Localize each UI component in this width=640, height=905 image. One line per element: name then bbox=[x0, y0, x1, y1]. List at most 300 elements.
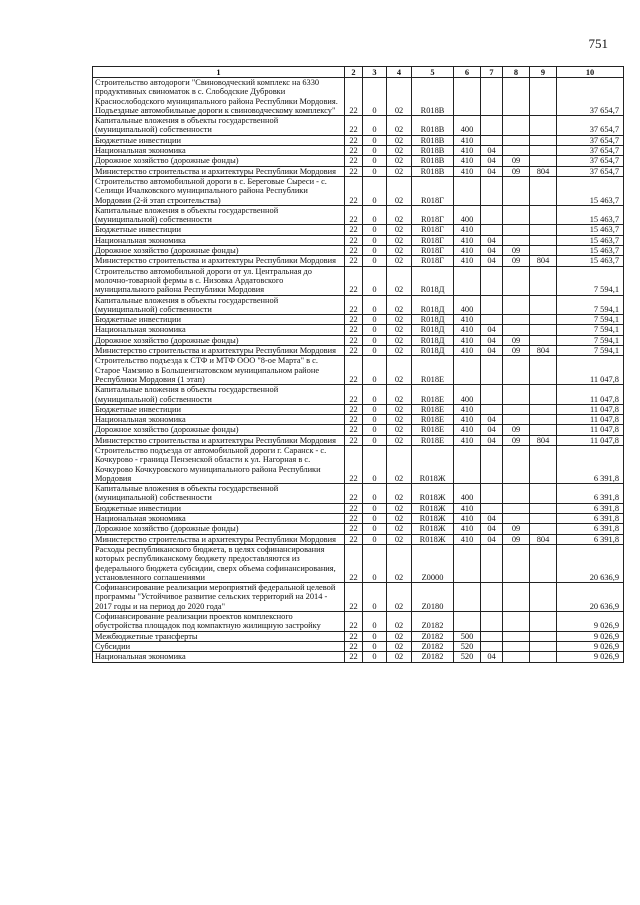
table-row bbox=[93, 583, 624, 612]
section-cell: 04 bbox=[481, 335, 503, 345]
section-cell: 04 bbox=[481, 652, 503, 662]
amount-cell: 15 463,7 bbox=[557, 246, 624, 256]
code-3-cell: 02 bbox=[387, 205, 412, 225]
table-body bbox=[93, 78, 624, 663]
code-1-cell: 22 bbox=[345, 205, 363, 225]
section-cell bbox=[481, 503, 503, 513]
expense-name-cell: Строительство автомобильной дороги от ул. Центральная до молочно-товарной фермы в с. Низовка Ардатовского муниципального района Республики Мордовия bbox=[93, 266, 345, 295]
code-3-cell: 02 bbox=[387, 116, 412, 136]
column-header: 2 bbox=[345, 67, 363, 78]
code-1-cell: 22 bbox=[345, 356, 363, 385]
expense-name-cell: Бюджетные инвестиции bbox=[93, 404, 345, 414]
table-row bbox=[93, 146, 624, 156]
code-1-cell: 22 bbox=[345, 435, 363, 445]
target-item-cell: Z0182 bbox=[412, 631, 454, 641]
subsection-cell bbox=[503, 225, 530, 235]
section-cell: 04 bbox=[481, 346, 503, 356]
code-3-cell: 02 bbox=[387, 256, 412, 266]
amount-cell: 15 463,7 bbox=[557, 256, 624, 266]
amount-cell: 37 654,7 bbox=[557, 166, 624, 176]
table-row bbox=[93, 335, 624, 345]
subsection-cell: 09 bbox=[503, 534, 530, 544]
expense-type-cell: 410 bbox=[454, 524, 481, 534]
code-2-cell: 0 bbox=[363, 514, 387, 524]
expense-name-cell: Национальная экономика bbox=[93, 652, 345, 662]
table-row bbox=[93, 641, 624, 651]
target-item-cell: R018Д bbox=[412, 295, 454, 315]
expense-type-cell: 410 bbox=[454, 225, 481, 235]
section-cell bbox=[481, 356, 503, 385]
section-cell bbox=[481, 295, 503, 315]
target-item-cell: R018Г bbox=[412, 176, 454, 205]
code-2-cell: 0 bbox=[363, 156, 387, 166]
ministry-code-cell bbox=[530, 641, 557, 651]
code-2-cell: 0 bbox=[363, 325, 387, 335]
table-row bbox=[93, 205, 624, 225]
code-1-cell: 22 bbox=[345, 652, 363, 662]
section-cell bbox=[481, 631, 503, 641]
section-cell bbox=[481, 225, 503, 235]
code-3-cell: 02 bbox=[387, 356, 412, 385]
subsection-cell bbox=[503, 385, 530, 405]
code-2-cell: 0 bbox=[363, 266, 387, 295]
code-2-cell: 0 bbox=[363, 404, 387, 414]
section-cell: 04 bbox=[481, 166, 503, 176]
subsection-cell bbox=[503, 295, 530, 315]
expense-name-cell: Дорожное хозяйство (дорожные фонды) bbox=[93, 156, 345, 166]
table-row bbox=[93, 325, 624, 335]
code-3-cell: 02 bbox=[387, 315, 412, 325]
code-3-cell: 02 bbox=[387, 156, 412, 166]
expense-type-cell: 410 bbox=[454, 235, 481, 245]
target-item-cell: R018Ж bbox=[412, 524, 454, 534]
table-row bbox=[93, 356, 624, 385]
expense-type-cell: 400 bbox=[454, 295, 481, 315]
section-cell: 04 bbox=[481, 524, 503, 534]
code-1-cell: 22 bbox=[345, 225, 363, 235]
target-item-cell: R018Е bbox=[412, 415, 454, 425]
expense-name-cell: Бюджетные инвестиции bbox=[93, 315, 345, 325]
target-item-cell: R018Ж bbox=[412, 534, 454, 544]
code-3-cell: 02 bbox=[387, 325, 412, 335]
section-cell: 04 bbox=[481, 514, 503, 524]
expense-type-cell bbox=[454, 176, 481, 205]
expense-name-cell: Строительство автомобильной дороги в с. Береговые Сыреси - с. Селищи Ичалковского муниципального района Республики Мордовия (2-й этап строительства) bbox=[93, 176, 345, 205]
ministry-code-cell bbox=[530, 225, 557, 235]
amount-cell: 37 654,7 bbox=[557, 156, 624, 166]
ministry-code-cell bbox=[530, 116, 557, 136]
section-cell bbox=[481, 641, 503, 651]
amount-cell: 7 594,1 bbox=[557, 266, 624, 295]
target-item-cell: R018Е bbox=[412, 385, 454, 405]
code-1-cell: 22 bbox=[345, 484, 363, 504]
code-3-cell: 02 bbox=[387, 503, 412, 513]
expense-name-cell: Строительство подъезда от автомобильной дороги г. Саранск - с. Кочкурово - граница Пензенской области к ул. Нагорная в с. Кочкурово Кочкуровского муниципального района Республики Мордовия bbox=[93, 445, 345, 483]
code-2-cell: 0 bbox=[363, 166, 387, 176]
ministry-code-cell bbox=[530, 235, 557, 245]
section-cell bbox=[481, 116, 503, 136]
subsection-cell bbox=[503, 146, 530, 156]
subsection-cell bbox=[503, 544, 530, 582]
target-item-cell: R018Д bbox=[412, 325, 454, 335]
subsection-cell bbox=[503, 325, 530, 335]
expense-name-cell: Строительство подъезда к СТФ и МТФ ООО "8-ое Марта" в с. Старое Чамзино в Большеигнатовском муниципальном районе Республики Мордовия (1 этап) bbox=[93, 356, 345, 385]
table-row bbox=[93, 225, 624, 235]
ministry-code-cell bbox=[530, 404, 557, 414]
code-3-cell: 02 bbox=[387, 346, 412, 356]
subsection-cell bbox=[503, 404, 530, 414]
expense-type-cell: 400 bbox=[454, 385, 481, 405]
ministry-code-cell bbox=[530, 652, 557, 662]
table-row bbox=[93, 315, 624, 325]
expense-name-cell: Дорожное хозяйство (дорожные фонды) bbox=[93, 335, 345, 345]
code-3-cell: 02 bbox=[387, 415, 412, 425]
expense-name-cell: Министерство строительства и архитектуры Республики Мордовия bbox=[93, 256, 345, 266]
target-item-cell: R018Г bbox=[412, 205, 454, 225]
expense-type-cell bbox=[454, 356, 481, 385]
code-1-cell: 22 bbox=[345, 631, 363, 641]
amount-cell: 11 047,8 bbox=[557, 415, 624, 425]
table-row bbox=[93, 514, 624, 524]
expense-type-cell: 410 bbox=[454, 315, 481, 325]
amount-cell: 9 026,9 bbox=[557, 652, 624, 662]
expense-name-cell: Строительство автодороги "Свиноводческий комплекс на 6330 продуктивных свиноматок в с. Слободские Дубровки Краснослободского муниципального района Республики Мордовия. Подъездные автомобильные дороги к свиноводческому комплексу" bbox=[93, 78, 345, 116]
target-item-cell: R018Г bbox=[412, 256, 454, 266]
ministry-code-cell bbox=[530, 335, 557, 345]
code-2-cell: 0 bbox=[363, 205, 387, 225]
table-row bbox=[93, 445, 624, 483]
code-2-cell: 0 bbox=[363, 356, 387, 385]
expense-name-cell: Национальная экономика bbox=[93, 514, 345, 524]
code-2-cell: 0 bbox=[363, 116, 387, 136]
code-1-cell: 22 bbox=[345, 295, 363, 315]
section-cell bbox=[481, 445, 503, 483]
ministry-code-cell bbox=[530, 156, 557, 166]
expense-type-cell: 400 bbox=[454, 116, 481, 136]
code-3-cell: 02 bbox=[387, 335, 412, 345]
ministry-code-cell bbox=[530, 246, 557, 256]
subsection-cell: 09 bbox=[503, 246, 530, 256]
expense-type-cell: 410 bbox=[454, 135, 481, 145]
ministry-code-cell bbox=[530, 78, 557, 116]
code-2-cell: 0 bbox=[363, 631, 387, 641]
code-3-cell: 02 bbox=[387, 166, 412, 176]
expense-name-cell: Дорожное хозяйство (дорожные фонды) bbox=[93, 246, 345, 256]
code-2-cell: 0 bbox=[363, 612, 387, 632]
expense-name-cell: Межбюджетные трансферты bbox=[93, 631, 345, 641]
amount-cell: 7 594,1 bbox=[557, 295, 624, 315]
table-row bbox=[93, 415, 624, 425]
code-3-cell: 02 bbox=[387, 135, 412, 145]
expense-name-cell: Расходы республиканского бюджета, в целях софинансирования которых республиканскому бюджету предоставляются из федерального бюджета субсидии, сверх объема софинансирования, установленного соглашениями bbox=[93, 544, 345, 582]
expense-name-cell: Бюджетные инвестиции bbox=[93, 135, 345, 145]
code-1-cell: 22 bbox=[345, 176, 363, 205]
ministry-code-cell bbox=[530, 503, 557, 513]
code-2-cell: 0 bbox=[363, 534, 387, 544]
target-item-cell: R018Ж bbox=[412, 514, 454, 524]
expense-type-cell: 410 bbox=[454, 346, 481, 356]
column-header: 3 bbox=[363, 67, 387, 78]
column-header: 8 bbox=[503, 67, 530, 78]
ministry-code-cell bbox=[530, 425, 557, 435]
table-row bbox=[93, 135, 624, 145]
code-2-cell: 0 bbox=[363, 295, 387, 315]
table-row bbox=[93, 78, 624, 116]
table-row bbox=[93, 425, 624, 435]
code-3-cell: 02 bbox=[387, 385, 412, 405]
ministry-code-cell bbox=[530, 514, 557, 524]
expense-type-cell: 410 bbox=[454, 435, 481, 445]
expense-type-cell: 410 bbox=[454, 256, 481, 266]
ministry-code-cell bbox=[530, 135, 557, 145]
target-item-cell: Z0182 bbox=[412, 612, 454, 632]
code-3-cell: 02 bbox=[387, 641, 412, 651]
code-3-cell: 02 bbox=[387, 631, 412, 641]
amount-cell: 15 463,7 bbox=[557, 176, 624, 205]
section-cell: 04 bbox=[481, 425, 503, 435]
section-cell: 04 bbox=[481, 534, 503, 544]
code-1-cell: 22 bbox=[345, 315, 363, 325]
target-item-cell: Z0000 bbox=[412, 544, 454, 582]
target-item-cell: R018Г bbox=[412, 246, 454, 256]
code-2-cell: 0 bbox=[363, 256, 387, 266]
column-header: 5 bbox=[412, 67, 454, 78]
code-1-cell: 22 bbox=[345, 425, 363, 435]
target-item-cell: R018В bbox=[412, 116, 454, 136]
section-cell bbox=[481, 484, 503, 504]
subsection-cell: 09 bbox=[503, 256, 530, 266]
code-1-cell: 22 bbox=[345, 235, 363, 245]
ministry-code-cell bbox=[530, 385, 557, 405]
expense-name-cell: Софинансирование реализации мероприятий федеральной целевой программы "Устойчивое развитие сельских территорий на 2014 - 2017 годы и на период до 2020 года" bbox=[93, 583, 345, 612]
column-header: 1 bbox=[93, 67, 345, 78]
expense-type-cell: 500 bbox=[454, 631, 481, 641]
header-row bbox=[93, 67, 624, 78]
code-1-cell: 22 bbox=[345, 335, 363, 345]
expense-type-cell: 400 bbox=[454, 484, 481, 504]
subsection-cell bbox=[503, 205, 530, 225]
subsection-cell bbox=[503, 631, 530, 641]
amount-cell: 15 463,7 bbox=[557, 235, 624, 245]
ministry-code-cell bbox=[530, 205, 557, 225]
code-3-cell: 02 bbox=[387, 524, 412, 534]
code-1-cell: 22 bbox=[345, 583, 363, 612]
ministry-code-cell bbox=[530, 176, 557, 205]
column-header: 6 bbox=[454, 67, 481, 78]
ministry-code-cell: 804 bbox=[530, 435, 557, 445]
table-row bbox=[93, 385, 624, 405]
section-cell bbox=[481, 544, 503, 582]
ministry-code-cell bbox=[530, 544, 557, 582]
subsection-cell bbox=[503, 514, 530, 524]
target-item-cell: R018В bbox=[412, 135, 454, 145]
amount-cell: 7 594,1 bbox=[557, 335, 624, 345]
section-cell: 04 bbox=[481, 156, 503, 166]
code-2-cell: 0 bbox=[363, 146, 387, 156]
ministry-code-cell bbox=[530, 445, 557, 483]
subsection-cell bbox=[503, 445, 530, 483]
table-row bbox=[93, 524, 624, 534]
code-1-cell: 22 bbox=[345, 266, 363, 295]
code-3-cell: 02 bbox=[387, 583, 412, 612]
ministry-code-cell bbox=[530, 146, 557, 156]
code-1-cell: 22 bbox=[345, 612, 363, 632]
subsection-cell bbox=[503, 641, 530, 651]
code-2-cell: 0 bbox=[363, 235, 387, 245]
code-3-cell: 02 bbox=[387, 235, 412, 245]
expense-type-cell bbox=[454, 266, 481, 295]
code-1-cell: 22 bbox=[345, 524, 363, 534]
amount-cell: 6 391,8 bbox=[557, 503, 624, 513]
section-cell: 04 bbox=[481, 146, 503, 156]
code-3-cell: 02 bbox=[387, 534, 412, 544]
target-item-cell: R018В bbox=[412, 78, 454, 116]
target-item-cell: R018Г bbox=[412, 225, 454, 235]
code-1-cell: 22 bbox=[345, 156, 363, 166]
target-item-cell: Z0182 bbox=[412, 641, 454, 651]
code-3-cell: 02 bbox=[387, 246, 412, 256]
table-row bbox=[93, 652, 624, 662]
amount-cell: 11 047,8 bbox=[557, 385, 624, 405]
target-item-cell: R018Е bbox=[412, 356, 454, 385]
code-2-cell: 0 bbox=[363, 503, 387, 513]
ministry-code-cell bbox=[530, 415, 557, 425]
subsection-cell bbox=[503, 235, 530, 245]
amount-cell: 7 594,1 bbox=[557, 325, 624, 335]
amount-cell: 20 636,9 bbox=[557, 544, 624, 582]
expense-name-cell: Министерство строительства и архитектуры Республики Мордовия bbox=[93, 534, 345, 544]
target-item-cell: R018Д bbox=[412, 346, 454, 356]
code-2-cell: 0 bbox=[363, 335, 387, 345]
amount-cell: 37 654,7 bbox=[557, 116, 624, 136]
expense-type-cell: 410 bbox=[454, 146, 481, 156]
table-row bbox=[93, 295, 624, 315]
subsection-cell bbox=[503, 652, 530, 662]
code-3-cell: 02 bbox=[387, 544, 412, 582]
amount-cell: 6 391,8 bbox=[557, 484, 624, 504]
code-2-cell: 0 bbox=[363, 544, 387, 582]
subsection-cell bbox=[503, 315, 530, 325]
subsection-cell: 09 bbox=[503, 425, 530, 435]
page-number: 751 bbox=[588, 36, 608, 51]
ministry-code-cell bbox=[530, 631, 557, 641]
expense-name-cell: Бюджетные инвестиции bbox=[93, 225, 345, 235]
ministry-code-cell: 804 bbox=[530, 256, 557, 266]
code-2-cell: 0 bbox=[363, 135, 387, 145]
column-header: 4 bbox=[387, 67, 412, 78]
amount-cell: 15 463,7 bbox=[557, 205, 624, 225]
subsection-cell: 09 bbox=[503, 524, 530, 534]
code-1-cell: 22 bbox=[345, 445, 363, 483]
expense-type-cell: 410 bbox=[454, 514, 481, 524]
section-cell bbox=[481, 315, 503, 325]
expense-type-cell: 410 bbox=[454, 335, 481, 345]
expense-name-cell: Капитальные вложения в объекты государственной (муниципальной) собственности bbox=[93, 385, 345, 405]
expense-type-cell: 410 bbox=[454, 404, 481, 414]
expense-name-cell: Субсидии bbox=[93, 641, 345, 651]
table-row bbox=[93, 176, 624, 205]
code-2-cell: 0 bbox=[363, 435, 387, 445]
table-row bbox=[93, 346, 624, 356]
table-row bbox=[93, 435, 624, 445]
expense-type-cell bbox=[454, 78, 481, 116]
subsection-cell: 09 bbox=[503, 166, 530, 176]
table-row bbox=[93, 166, 624, 176]
code-1-cell: 22 bbox=[345, 166, 363, 176]
ministry-code-cell bbox=[530, 315, 557, 325]
target-item-cell: R018Е bbox=[412, 404, 454, 414]
table-row bbox=[93, 503, 624, 513]
subsection-cell bbox=[503, 612, 530, 632]
amount-cell: 37 654,7 bbox=[557, 146, 624, 156]
ministry-code-cell bbox=[530, 325, 557, 335]
code-1-cell: 22 bbox=[345, 534, 363, 544]
expense-name-cell: Дорожное хозяйство (дорожные фонды) bbox=[93, 524, 345, 534]
target-item-cell: R018Д bbox=[412, 266, 454, 295]
code-3-cell: 02 bbox=[387, 445, 412, 483]
amount-cell: 20 636,9 bbox=[557, 583, 624, 612]
table-row bbox=[93, 534, 624, 544]
ministry-code-cell: 804 bbox=[530, 346, 557, 356]
expense-type-cell bbox=[454, 544, 481, 582]
expense-name-cell: Капитальные вложения в объекты государственной (муниципальной) собственности bbox=[93, 484, 345, 504]
table-row bbox=[93, 156, 624, 166]
subsection-cell bbox=[503, 503, 530, 513]
code-1-cell: 22 bbox=[345, 146, 363, 156]
ministry-code-cell: 804 bbox=[530, 166, 557, 176]
code-3-cell: 02 bbox=[387, 425, 412, 435]
subsection-cell bbox=[503, 266, 530, 295]
code-1-cell: 22 bbox=[345, 641, 363, 651]
expense-type-cell: 410 bbox=[454, 415, 481, 425]
amount-cell: 37 654,7 bbox=[557, 78, 624, 116]
expense-name-cell: Министерство строительства и архитектуры Республики Мордовия bbox=[93, 346, 345, 356]
section-cell: 04 bbox=[481, 325, 503, 335]
code-2-cell: 0 bbox=[363, 225, 387, 235]
code-1-cell: 22 bbox=[345, 246, 363, 256]
code-2-cell: 0 bbox=[363, 583, 387, 612]
section-cell bbox=[481, 78, 503, 116]
expense-type-cell: 410 bbox=[454, 534, 481, 544]
code-2-cell: 0 bbox=[363, 78, 387, 116]
subsection-cell bbox=[503, 176, 530, 205]
subsection-cell bbox=[503, 78, 530, 116]
code-3-cell: 02 bbox=[387, 146, 412, 156]
amount-cell: 37 654,7 bbox=[557, 135, 624, 145]
column-header: 9 bbox=[530, 67, 557, 78]
section-cell bbox=[481, 583, 503, 612]
subsection-cell bbox=[503, 583, 530, 612]
subsection-cell: 09 bbox=[503, 335, 530, 345]
code-2-cell: 0 bbox=[363, 415, 387, 425]
code-2-cell: 0 bbox=[363, 524, 387, 534]
code-1-cell: 22 bbox=[345, 135, 363, 145]
expense-type-cell: 520 bbox=[454, 641, 481, 651]
section-cell bbox=[481, 176, 503, 205]
target-item-cell: Z0180 bbox=[412, 583, 454, 612]
amount-cell: 9 026,9 bbox=[557, 641, 624, 651]
target-item-cell: R018В bbox=[412, 166, 454, 176]
ministry-code-cell bbox=[530, 524, 557, 534]
section-cell bbox=[481, 135, 503, 145]
section-cell: 04 bbox=[481, 246, 503, 256]
expense-name-cell: Национальная экономика bbox=[93, 415, 345, 425]
amount-cell: 9 026,9 bbox=[557, 631, 624, 641]
section-cell: 04 bbox=[481, 415, 503, 425]
expense-name-cell: Национальная экономика bbox=[93, 235, 345, 245]
amount-cell: 6 391,8 bbox=[557, 445, 624, 483]
expense-name-cell: Национальная экономика bbox=[93, 146, 345, 156]
